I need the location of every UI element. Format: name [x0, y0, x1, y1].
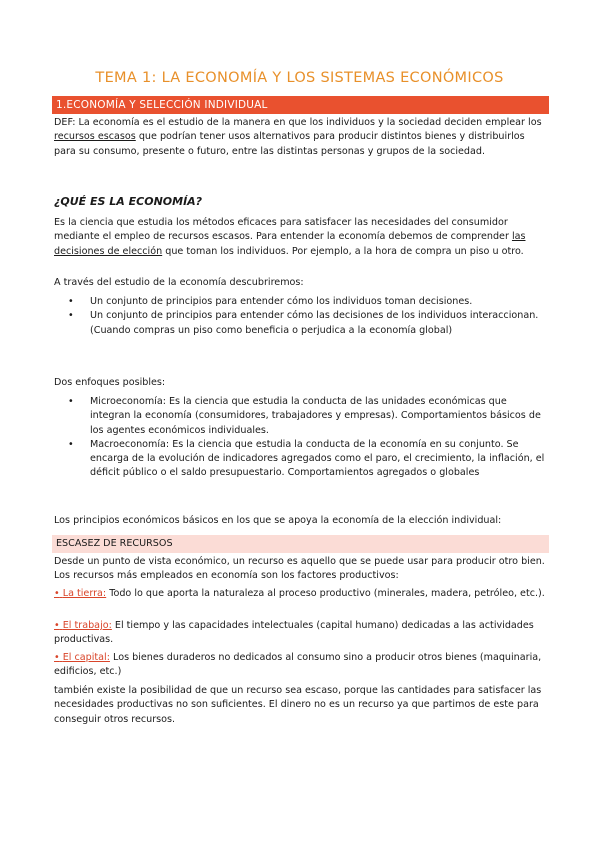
factor-land — [54, 587, 548, 601]
factor-capital — [54, 651, 548, 680]
definition-text-a: DEF: La economía es el estudio de la manera en que los individuos y la sociedad deciden emplear los — [54, 117, 542, 128]
factor-work — [54, 619, 548, 648]
economy-paragraph — [54, 216, 548, 259]
closing-paragraph: también existe la posibilidad de que un recurso sea escaso, porque las cantidades para satisfacer las necesidades productivas no son suficientes. El dinero no es un recurso ya que partimos de este para conseguir otros recursos. — [54, 685, 542, 725]
question-heading: ¿QUÉ ES LA ECONOMÍA? — [54, 195, 203, 208]
scarcity-paragraph: Desde un punto de vista económico, un recurso es aquello que se puede usar para producir otro bien. Los recursos más empleados en economía son los factores productivos: — [54, 556, 545, 582]
economy-underlined: las decisiones de elección — [54, 231, 526, 257]
subsection-heading: ESCASEZ DE RECURSOS — [52, 535, 549, 553]
approach-list — [68, 395, 548, 481]
list-item: • Un conjunto de principios para entender cómo las decisiones de los individuos interaccionan. (Cuando compras un piso como beneficia o perjudica a la economía global) — [68, 309, 548, 338]
definition-underlined: recursos escasos — [54, 131, 136, 143]
economy-text-a: Es la ciencia que estudia los métodos eficaces para satisfacer las necesidades del consumidor mediante el empleo de recursos escasos. Para entender la economía debemos de comprender — [54, 217, 512, 243]
document-title: TEMA 1: LA ECONOMÍA Y LOS SISTEMAS ECONÓMICOS — [95, 70, 504, 86]
principles-intro: Los principios económicos básicos en los que se apoya la economía de la elección individual: — [54, 515, 502, 526]
study-intro: A través del estudio de la economía descubriremos: — [54, 277, 304, 288]
factor-lead: • La tierra: — [54, 588, 107, 599]
definition-paragraph — [54, 116, 548, 159]
factor-text: Los bienes duraderos no dedicados al consumo sino a producir otros bienes (maquinaria, edificios, etc.) — [54, 652, 542, 678]
factor-lead: • El capital: — [54, 652, 110, 663]
factor-text: El tiempo y las capacidades intelectuales (capital humano) dedicadas a las actividades productivas. — [54, 620, 534, 646]
list-item: • Microeconomía: Es la ciencia que estudia la conducta de las unidades económicas que integran la economía (consumidores, trabajadores y empresas). Comportamientos básicos de los agentes económicos individuales. — [68, 395, 548, 438]
list-item: • Un conjunto de principios para entender cómo los individuos toman decisiones. — [68, 295, 548, 309]
approach-intro: Dos enfoques posibles: — [54, 377, 166, 388]
list-item: • Macroeconomía: Es la ciencia que estudia la conducta de la economía en su conjunto. Se encarga de la evolución de indicadores agregados como el paro, el crecimiento, la inflación, el déficit público o el saldo presupuestario. Comportamientos agregados o globales — [68, 438, 548, 481]
study-list — [68, 295, 548, 338]
definition-text-b: que podrían tener usos alternativos para producir distintos bienes y distribuirlos para su consumo, presente o futuro, entre las distintas personas y grupos de la sociedad. — [54, 131, 525, 157]
factor-lead: • El trabajo: — [54, 620, 112, 631]
section-heading: 1.ECONOMÍA Y SELECCIÓN INDIVIDUAL — [52, 96, 549, 114]
economy-text-b: que toman los individuos. Por ejemplo, a la hora de compra un piso u otro. — [162, 245, 524, 257]
factor-text: Todo lo que aporta la naturaleza al proceso productivo (minerales, madera, petróleo, etc.). — [106, 588, 545, 599]
